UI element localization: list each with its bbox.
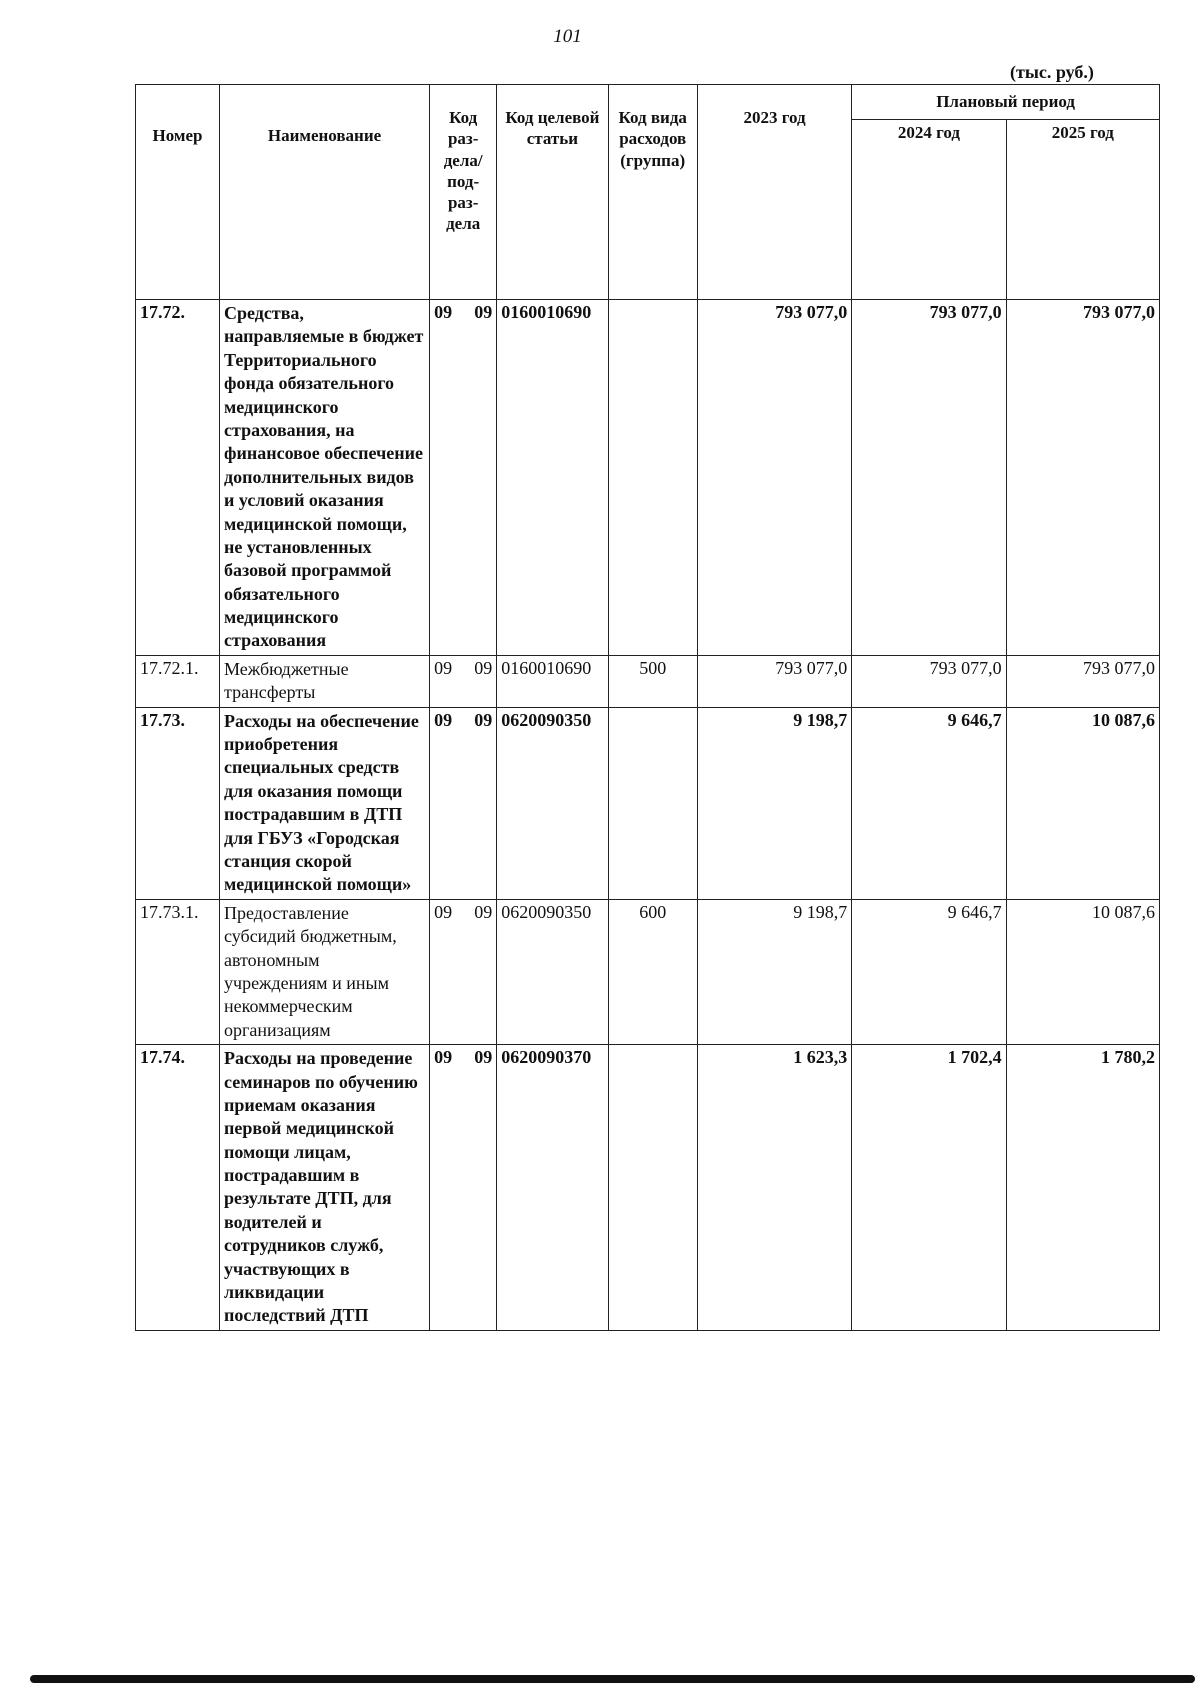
- row-razdel: 09: [434, 1047, 453, 1068]
- header-section-code: Код раз-дела/ под-раз-дела: [430, 85, 497, 300]
- table-header: [136, 85, 1160, 300]
- row-name: Предоставление субсидий бюджетным, автономным учреждениям и иным некоммерческим организациям: [220, 899, 430, 1044]
- row-razdel: 09: [434, 657, 453, 678]
- row-razdel: 09: [434, 302, 453, 322]
- row-amount-2024: 793 077,0: [852, 655, 1006, 707]
- table-row: [136, 707, 1160, 899]
- row-podrazdel: 09: [474, 657, 493, 678]
- row-podrazdel: 09: [474, 901, 493, 922]
- row-section-code: [430, 1045, 497, 1331]
- table-row: [136, 655, 1160, 707]
- row-amount-2023: 1 623,3: [697, 1045, 851, 1331]
- header-year-2025: 2025 год: [1006, 120, 1159, 300]
- row-expense-type-code: 500: [608, 655, 697, 707]
- row-amount-2025: 1 780,2: [1006, 1045, 1159, 1331]
- row-target-item-code: 0620090350: [497, 899, 608, 1044]
- header-year-2024: 2024 год: [852, 120, 1006, 300]
- row-expense-type-code: [608, 1045, 697, 1331]
- row-expense-type-code: [608, 300, 697, 656]
- row-podrazdel: 09: [474, 302, 493, 322]
- units-label: (тыс. руб.): [1010, 62, 1094, 82]
- row-target-item-code: 0620090350: [497, 707, 608, 899]
- row-expense-type-code: [608, 707, 697, 899]
- row-amount-2024: 9 646,7: [852, 899, 1006, 1044]
- row-amount-2023: 9 198,7: [697, 899, 851, 1044]
- scan-edge-bar: [30, 1675, 1195, 1683]
- row-target-item-code: 0160010690: [497, 300, 608, 656]
- header-planning-period: Плановый период: [852, 85, 1160, 120]
- row-amount-2023: 793 077,0: [697, 300, 851, 656]
- row-razdel: 09: [434, 901, 453, 922]
- row-amount-2025: 793 077,0: [1006, 300, 1159, 656]
- row-target-item-code: 0160010690: [497, 655, 608, 707]
- row-expense-type-code: 600: [608, 899, 697, 1044]
- row-razdel: 09: [434, 709, 453, 730]
- header-year-2023: 2023 год: [697, 85, 851, 300]
- row-podrazdel: 09: [474, 1047, 493, 1068]
- row-name: Межбюджетные трансферты: [220, 655, 430, 707]
- row-amount-2025: 10 087,6: [1006, 899, 1159, 1044]
- row-amount-2023: 9 198,7: [697, 707, 851, 899]
- row-name: Расходы на обеспечение приобретения специальных средств для оказания помощи пострадавшим в ДТП для ГБУЗ «Городская станция скорой медицинской помощи»: [220, 707, 430, 899]
- row-amount-2024: 1 702,4: [852, 1045, 1006, 1331]
- row-amount-2023: 793 077,0: [697, 655, 851, 707]
- row-section-code: [430, 655, 497, 707]
- row-podrazdel: 09: [474, 709, 493, 730]
- budget-table: [135, 84, 1160, 1331]
- row-name: Средства, направляемые в бюджет Территориального фонда обязательного медицинского страхования, на финансовое обеспечение дополнительных видов и условий оказания медицинской помощи, не установленных базовой программой обязательного медицинского страхования: [220, 300, 430, 656]
- page-number: 101: [553, 26, 582, 47]
- row-name: Расходы на проведение семинаров по обучению приемам оказания первой медицинской помощи лицам, пострадавшим в результате ДТП, для водителей и сотрудников служб, участвующих в ликвидации последствий ДТП: [220, 1045, 430, 1331]
- header-target-item-code: Код целевой статьи: [497, 85, 608, 300]
- row-amount-2025: 10 087,6: [1006, 707, 1159, 899]
- row-number: 17.72.: [136, 300, 220, 656]
- table-row: [136, 1045, 1160, 1331]
- row-section-code: [430, 899, 497, 1044]
- row-number: 17.73.1.: [136, 899, 220, 1044]
- row-amount-2024: 9 646,7: [852, 707, 1006, 899]
- table-row: [136, 899, 1160, 1044]
- header-expense-type-code: Код вида расходов (группа): [608, 85, 697, 300]
- row-target-item-code: 0620090370: [497, 1045, 608, 1331]
- header-name: Наименование: [220, 85, 430, 300]
- row-section-code: [430, 300, 497, 656]
- row-section-code: [430, 707, 497, 899]
- row-number: 17.73.: [136, 707, 220, 899]
- row-number: 17.72.1.: [136, 655, 220, 707]
- table-row: [136, 300, 1160, 656]
- row-amount-2024: 793 077,0: [852, 300, 1006, 656]
- header-number: Номер: [136, 85, 220, 300]
- row-number: 17.74.: [136, 1045, 220, 1331]
- row-amount-2025: 793 077,0: [1006, 655, 1159, 707]
